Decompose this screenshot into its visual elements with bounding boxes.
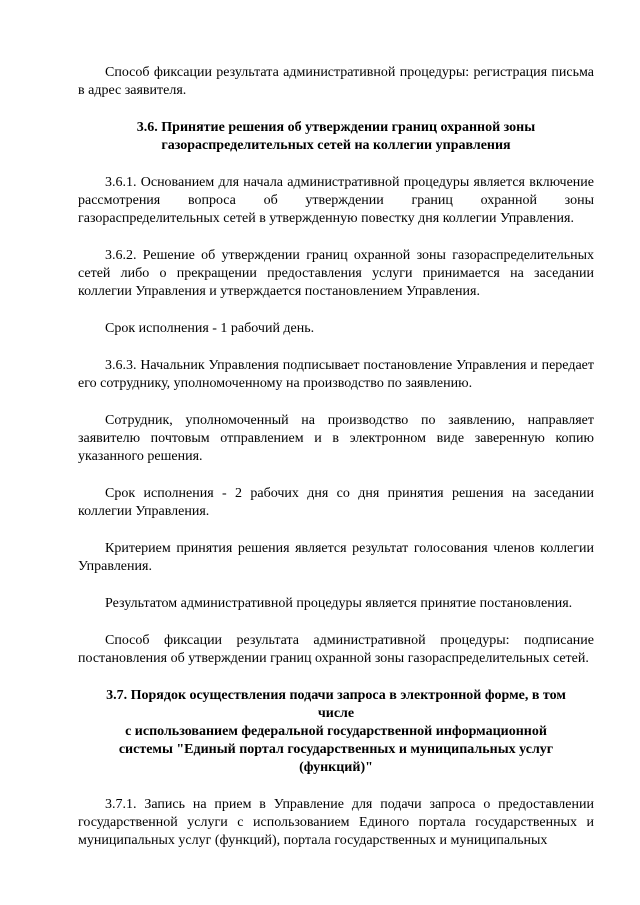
intro-paragraph: Способ фиксации результата административной процедуры: регистрация письма в адрес заявителя. xyxy=(78,65,594,98)
paragraph-employee-sends: Сотрудник, уполномоченный на производство по заявлению, направляет заявителю почтовым отправлением и в электронном виде заверенную копию указанного решения. xyxy=(78,413,594,464)
paragraph-decision-criterion: Критерием принятия решения является результат голосования членов коллегии Управления. xyxy=(78,541,594,574)
paragraph-procedure-result: Результатом административной процедуры является принятие постановления. xyxy=(105,596,573,611)
paragraph-3-7-1: 3.7.1. Запись на прием в Управление для подачи запроса о предоставлении государственной услуги с использованием Единого портала государственных и муниципальных услуг (функций), портала государственных и муниципальных xyxy=(78,797,594,848)
section-3-7-heading-line-1: 3.7. Порядок осуществления подачи запроса в электронной форме, в том xyxy=(106,688,566,703)
section-3-7-heading-line-2: числе xyxy=(317,706,355,721)
paragraph-fixation-method: Способ фиксации результата административной процедуры: подписание постановления об утверждении границ охранной зоны газораспределительных сетей. xyxy=(78,633,594,666)
document-body xyxy=(78,64,594,869)
section-3-7-heading-line-3: с использованием федеральной государственной информационной xyxy=(125,724,547,739)
section-3-7-heading-line-5: (функций)" xyxy=(299,760,373,775)
section-3-6-heading-line-2: газораспределительных сетей на коллегии управления xyxy=(161,138,511,153)
paragraph-term-1-day: Срок исполнения - 1 рабочий день. xyxy=(105,321,315,336)
section-3-6-heading xyxy=(78,119,594,155)
paragraph-3-6-3: 3.6.3. Начальник Управления подписывает постановление Управления и передает его сотруднику, уполномоченному на производство по заявлению. xyxy=(78,358,594,391)
section-3-7-heading-line-4: системы "Единый портал государственных и муниципальных услуг xyxy=(118,742,554,757)
section-3-7-heading xyxy=(78,687,594,777)
paragraph-term-2-days: Срок исполнения - 2 рабочих дня со дня принятия решения на заседании коллегии Управления. xyxy=(78,486,594,519)
paragraph-3-6-1: 3.6.1. Основанием для начала административной процедуры является включение рассмотрения вопроса об утверждении границ охранной зоны газораспределительных сетей в утвержденную повестку дня коллегии Управления. xyxy=(78,175,594,226)
paragraph-3-6-2: 3.6.2. Решение об утверждении границ охранной зоны газораспределительных сетей либо о прекращении предоставления услуги принимается на заседании коллегии Управления и утверждается постановлением Управления. xyxy=(78,248,594,299)
section-3-6-heading-line-1: 3.6. Принятие решения об утверждении границ охранной зоны xyxy=(136,120,536,135)
